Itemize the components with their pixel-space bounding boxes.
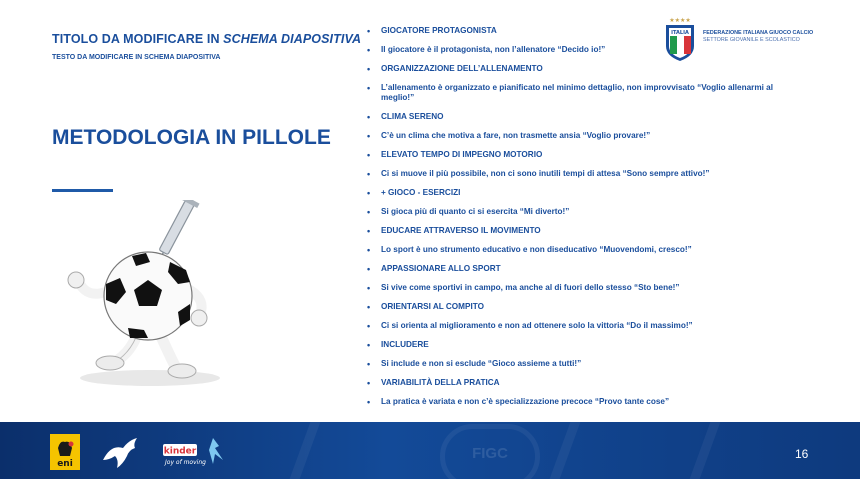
kinder-joy-of-moving-logo-icon [163,434,229,470]
kinder-tag-text: Joy of moving [165,459,206,466]
footer-decoration [290,422,381,479]
figc-shield-logo-icon [663,16,697,62]
list-item: • ORIENTARSI AL COMPITO [366,302,806,312]
list-item: • EDUCARE ATTRAVERSO IL MOVIMENTO [366,226,806,236]
header-title-prefix: TITOLO DA MODIFICARE IN [52,32,224,46]
logo-badge-text: ITALIA [671,30,689,36]
list-item: • L’allenamento è organizzato e pianificato nel minimo dettaglio, non improvvisato “Voglio allenarmi al meglio!” [366,83,806,103]
header-title [52,32,361,46]
eni-logo-icon [50,434,80,470]
footer-decoration [550,422,641,479]
list-item: • Il giocatore è il protagonista, non l’allenatore “Decido io!” [366,45,806,55]
header-title-italic: SCHEMA DIAPOSITIVA [223,32,362,46]
list-item: • INCLUDERE [366,340,806,350]
figc-logo-text [703,30,823,44]
list-item: • ELEVATO TEMPO DI IMPEGNO MOTORIO [366,150,806,160]
puma-logo-icon [101,434,141,470]
list-item: • Si include e non si esclude “Gioco assieme a tutti!” [366,359,806,369]
methodology-list [366,26,806,407]
list-item: • APPASSIONARE ALLO SPORT [366,264,806,274]
list-item: • Si gioca più di quanto ci si esercita “Mi diverto!” [366,207,806,217]
eni-logo-text: eni [57,459,73,469]
svg-text:★★★★: ★★★★ [669,17,691,24]
list-item: • GIOCATORE PROTAGONISTA [366,26,806,36]
logo-line-2: SETTORE GIOVANILE E SCOLASTICO [703,37,800,43]
logo-line-1: FEDERAZIONE ITALIANA GIUOCO CALCIO [703,30,814,36]
list-item: • VARIABILITÀ DELLA PRATICA [366,378,806,388]
figc-watermark: FIGC [440,424,540,479]
header-subtitle: TESTO DA MODIFICARE IN SCHEMA DIAPOSITIVA [52,54,221,61]
footer-decoration [690,422,781,479]
kinder-logo-text: kinder [163,446,197,457]
list-item: • Lo sport è uno strumento educativo e non diseducativo “Muovendomi, cresco!” [366,245,806,255]
list-item: • C’è un clima che motiva a fare, non trasmette ansia “Voglio provare!” [366,131,806,141]
list-item: • ORGANIZZAZIONE DELL’ALLENAMENTO [366,64,806,74]
list-item: • Ci si orienta al miglioramento e non ad ottenere solo la vittoria “Do il massimo!” [366,321,806,331]
list-item: • CLIMA SERENO [366,112,806,122]
title-underline [52,189,113,192]
list-item: • La pratica è variata e non c’è specializzazione precoce “Provo tante cose” [366,397,806,407]
soccer-ball-mascot-image [40,200,270,400]
list-item: • Ci si muove il più possibile, non ci sono inutili tempi di attesa “Sono sempre attivo!” [366,169,806,179]
list-item: • + GIOCO - ESERCIZI [366,188,806,198]
page-number: 16 [795,447,809,461]
list-item: • Si vive come sportivi in campo, ma anche al di fuori dello stesso “Sto bene!” [366,283,806,293]
page-title: METODOLOGIA IN PILLOLE [52,126,331,149]
